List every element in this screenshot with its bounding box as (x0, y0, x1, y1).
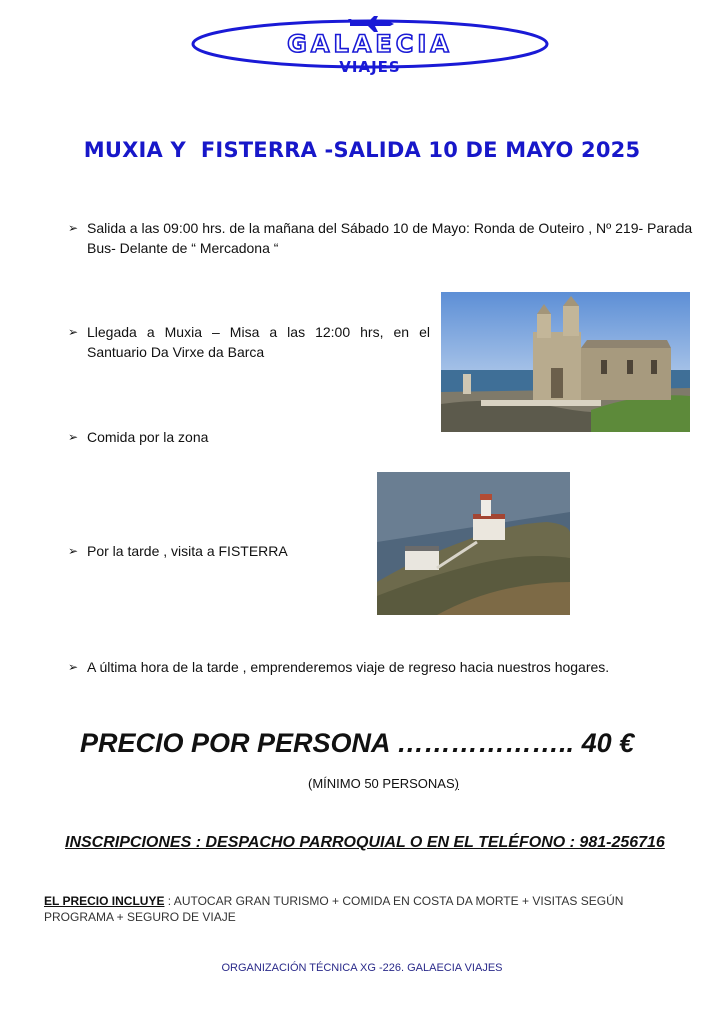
logo-name: GALAECIA (287, 30, 453, 58)
minimum-text: (MÍNIMO 50 PERSONAS (308, 776, 455, 791)
itinerary-text: Por la tarde , visita a FISTERRA (87, 543, 288, 559)
arrow-bullet-icon: ➢ (68, 544, 79, 558)
sanctuary-photo (441, 292, 690, 432)
itinerary-text: Salida a las 09:00 hrs. de la mañana del Sábado 10 de Mayo: Ronda de Outeiro , Nº 219- Parada Bus- Delante de “ Mercadona “ (87, 220, 693, 256)
arrow-bullet-icon: ➢ (68, 325, 79, 339)
arrow-bullet-icon: ➢ (68, 430, 79, 444)
page-title: MUXIA Y FISTERRA -SALIDA 10 DE MAYO 2025 (83, 138, 641, 162)
fisterra-lighthouse-photo (377, 472, 570, 615)
minimum-close: ) (454, 776, 459, 791)
itinerary-item (68, 427, 368, 447)
price-includes (44, 893, 684, 925)
includes-text: : AUTOCAR GRAN TURISMO + COMIDA EN COSTA DA MORTE + VISITAS SEGÚN PROGRAMA + SEGURO DE VIAJE (44, 894, 624, 924)
itinerary-text: Llegada a Muxia – Misa a las 12:00 hrs, en el Santuario Da Virxe da Barca (87, 324, 430, 360)
itinerary-item (68, 657, 708, 677)
logo-subtitle: VIAJES (339, 58, 401, 76)
price-amount: 40 € (581, 728, 635, 758)
galaecia-logo (190, 14, 552, 78)
footer-organization: ORGANIZACIÓN TÉCNICA XG -226. GALAECIA VIAJES (221, 962, 503, 974)
arrow-bullet-icon: ➢ (68, 221, 79, 235)
arrow-bullet-icon: ➢ (68, 660, 79, 674)
itinerary-text: A última hora de la tarde , emprenderemos viaje de regreso hacia nuestros hogares. (87, 659, 610, 675)
itinerary-text: Comida por la zona (87, 429, 209, 445)
itinerary-item (68, 541, 368, 561)
price-label: PRECIO POR PERSONA ……………….. (80, 728, 575, 758)
itinerary-item (68, 322, 430, 362)
registration-info: INSCRIPCIONES : DESPACHO PARROQUIAL O EN EL TELÉFONO : 981-256716 (65, 834, 665, 851)
includes-label: EL PRECIO INCLUYE (44, 894, 165, 908)
logo-graphic (190, 14, 552, 78)
itinerary-item (68, 218, 708, 258)
price-per-person (80, 728, 634, 759)
minimum-people-note (308, 776, 459, 791)
